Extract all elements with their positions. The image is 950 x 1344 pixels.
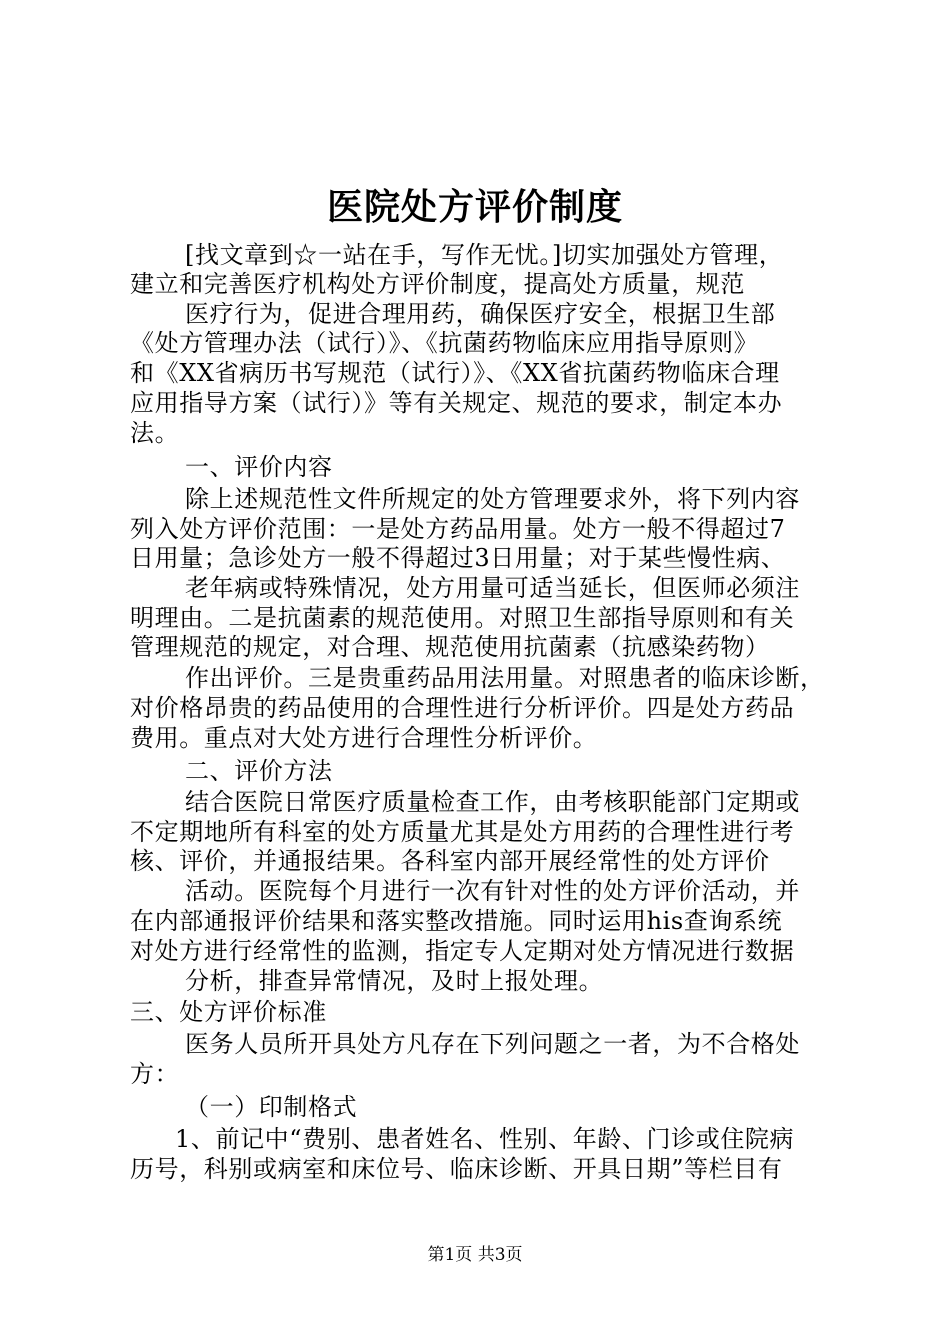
paragraph-line: 方： — [130, 1060, 180, 1088]
paragraph-line: 应用指导方案（试行）》等有关规定、规范的要求，制定本办 — [130, 389, 783, 417]
paragraph-line: 对价格昂贵的药品使用的合理性进行分析评价。四是处方药品 — [130, 694, 795, 722]
section-heading: 一、评价内容 — [185, 453, 333, 481]
paragraph-line: 活动。医院每个月进行一次有针对性的处方评价活动，并 — [185, 877, 800, 905]
paragraph-line: 《处方管理办法（试行）》、《抗菌药物临床应用指导原则》 — [130, 329, 759, 357]
paragraph-line: [找文章到☆一站在手，写作无忧。]切实加强处方管理， — [185, 241, 784, 269]
page-footer: 第1页 共3页 — [427, 1245, 523, 1265]
paragraph-line: 医疗行为，促进合理用药，确保医疗安全，根据卫生部 — [185, 300, 776, 328]
section-heading: 二、评价方法 — [185, 757, 333, 785]
paragraph-line: 除上述规范性文件所规定的处方管理要求外，将下列内容 — [185, 485, 800, 513]
section-heading: 三、处方评价标准 — [130, 998, 327, 1026]
paragraph-line: 建立和完善医疗机构处方评价制度，提高处方质量，规范 — [130, 270, 745, 298]
paragraph-line: 核、评价，并通报结果。各科室内部开展经常性的处方评价 — [130, 847, 770, 875]
paragraph-line: 分析，排查异常情况，及时上报处理。 — [185, 967, 604, 995]
paragraph-line: 日用量；急诊处方一般不得超过3日用量；对于某些慢性病、 — [130, 544, 786, 572]
paragraph-line: 不定期地所有科室的处方质量尤其是处方用药的合理性进行考 — [130, 818, 795, 846]
paragraph-line: 和《XX省病历书写规范（试行）》、《XX省抗菌药物临床合理 — [130, 359, 780, 387]
paragraph-line: 在内部通报评价结果和落实整改措施。同时运用his查询系统 — [130, 907, 783, 935]
document-title: 医院处方评价制度 — [326, 186, 623, 228]
paragraph-line: 1、前记中“费别、患者姓名、性别、年龄、门诊或住院病 — [175, 1125, 795, 1153]
paragraph-line: 医务人员所开具处方凡存在下列问题之一者，为不合格处 — [185, 1030, 800, 1058]
paragraph-line: 管理规范的规定，对合理、规范使用抗菌素（抗感染药物） — [130, 633, 770, 661]
paragraph-line: 费用。重点对大处方进行合理性分析评价。 — [130, 724, 598, 752]
paragraph-line: 对处方进行经常性的监测，指定专人定期对处方情况进行数据 — [130, 937, 795, 965]
paragraph-line: 作出评价。三是贵重药品用法用量。对照患者的临床诊断， — [185, 664, 825, 692]
paragraph-line: 明理由。二是抗菌素的规范使用。对照卫生部指导原则和有关 — [130, 604, 795, 632]
paragraph-line: 法。 — [130, 419, 180, 447]
paragraph-line: 历号，科别或病室和床位号、临床诊断、开具日期”等栏目有 — [130, 1155, 783, 1183]
subsection-heading: （一）印制格式 — [185, 1093, 358, 1121]
paragraph-line: 老年病或特殊情况，处方用量可适当延长，但医师必须注 — [185, 574, 800, 602]
paragraph-line: 结合医院日常医疗质量检查工作，由考核职能部门定期或 — [185, 788, 800, 816]
paragraph-line: 列入处方评价范围：一是处方药品用量。处方一般不得超过7 — [130, 515, 786, 543]
